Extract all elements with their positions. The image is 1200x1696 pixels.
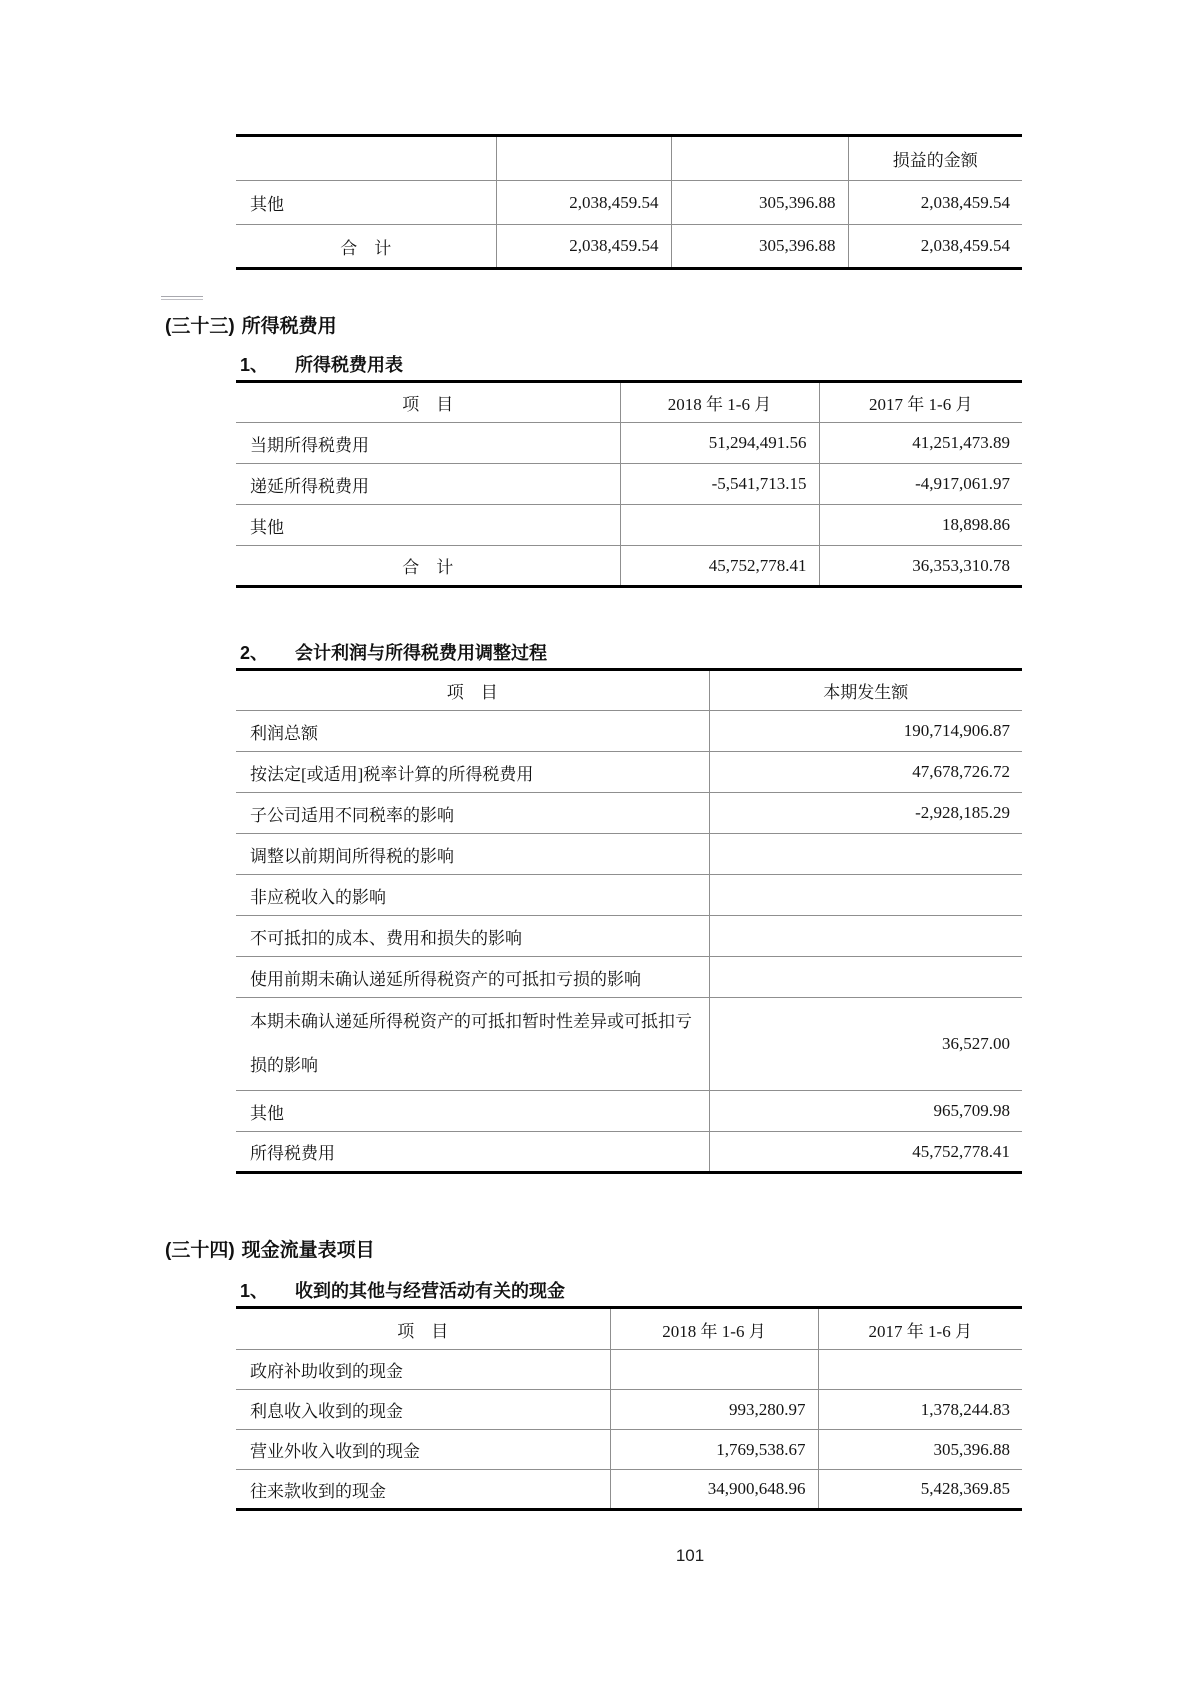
cell-value: 34,900,648.96: [610, 1470, 818, 1510]
table-row-deferred-tax: [236, 464, 1022, 505]
row-label: 当期所得税费用: [236, 423, 620, 464]
cell-value: 305,396.88: [671, 225, 848, 269]
cell-value: 18,898.86: [819, 505, 1022, 546]
header-cell-gains-amount: 损益的金额: [848, 136, 1022, 181]
cell-value: 2,038,459.54: [848, 225, 1022, 269]
cell-value: 965,709.98: [709, 1091, 1022, 1132]
header-cell-current-period: 本期发生额: [709, 670, 1022, 711]
row-label: 调整以前期间所得税的影响: [236, 834, 709, 875]
cell-value: 190,714,906.87: [709, 711, 1022, 752]
table-row-statutory-rate-tax: [236, 752, 1022, 793]
cell-value: [709, 916, 1022, 957]
header-cell-blank: [496, 136, 671, 181]
cell-value: 2,038,459.54: [496, 181, 671, 225]
header-cell-2017: 2017 年 1-6 月: [819, 382, 1022, 423]
header-cell-2018: 2018 年 1-6 月: [620, 382, 819, 423]
cell-value: 5,428,369.85: [818, 1470, 1022, 1510]
section-title: 现金流量表项目: [241, 1240, 375, 1261]
tax-adjustment-table: [236, 668, 1022, 1174]
row-label: 其他: [236, 181, 496, 225]
subheading-title: 会计利润与所得税费用调整过程: [295, 643, 547, 663]
table-row-total: [236, 225, 1022, 269]
header-cell-2017: 2017 年 1-6 月: [818, 1308, 1022, 1350]
table-row-current-tax: [236, 423, 1022, 464]
table-row-prior-period-adjustment: [236, 834, 1022, 875]
row-label: 其他: [236, 505, 620, 546]
row-label: 所得税费用: [236, 1132, 709, 1173]
row-label: 非应税收入的影响: [236, 875, 709, 916]
header-cell-blank: [671, 136, 848, 181]
section-number: (三十三): [165, 316, 235, 337]
header-cell-item: 项 目: [402, 395, 454, 414]
table-row-nontaxable-income: [236, 875, 1022, 916]
income-tax-expense-table: [236, 380, 1022, 588]
subheading-title: 收到的其他与经营活动有关的现金: [295, 1281, 565, 1301]
page-number: 101: [675, 1546, 705, 1565]
cell-value: 47,678,726.72: [709, 752, 1022, 793]
subheading-income-tax-table: [240, 352, 1200, 378]
row-label: 本期未确认递延所得税资产的可抵扣暂时性差异或可抵扣亏损的影响: [236, 998, 709, 1091]
other-operating-cash-table: [236, 1306, 1022, 1511]
subheading-adjustment-process: [240, 640, 1200, 666]
header-cell-2018: 2018 年 1-6 月: [610, 1308, 818, 1350]
table-row-interest-income: [236, 1390, 1022, 1430]
subheading-title: 所得税费用表: [295, 355, 403, 375]
table-row-current-unrecognized-differences: [236, 998, 1022, 1091]
cell-value: [709, 957, 1022, 998]
table-row-other: [236, 505, 1022, 546]
cell-value: [818, 1350, 1022, 1390]
row-label: 利息收入收到的现金: [236, 1390, 610, 1430]
section-title: 所得税费用: [241, 316, 337, 337]
section-number: (三十四): [165, 1240, 235, 1261]
cell-value: 36,527.00: [709, 998, 1022, 1091]
cell-value: 2,038,459.54: [496, 225, 671, 269]
cell-value: 51,294,491.56: [620, 423, 819, 464]
cell-value: 1,378,244.83: [818, 1390, 1022, 1430]
section-heading-33: [165, 314, 1200, 340]
cell-value: 45,752,778.41: [620, 546, 819, 587]
margin-dash-mark: [161, 296, 203, 300]
header-cell-item: 项 目: [446, 683, 498, 702]
cell-value: 45,752,778.41: [709, 1132, 1022, 1173]
cell-value: 305,396.88: [671, 181, 848, 225]
cell-value: 36,353,310.78: [819, 546, 1022, 587]
gains-losses-table: [236, 134, 1022, 270]
cell-value: -2,928,185.29: [709, 793, 1022, 834]
cell-value: -5,541,713.15: [620, 464, 819, 505]
row-label: 利润总额: [236, 711, 709, 752]
row-label: 递延所得税费用: [236, 464, 620, 505]
table-row-other: [236, 1091, 1022, 1132]
table-row-intercompany-transactions: [236, 1470, 1022, 1510]
section-heading-34: [165, 1238, 1200, 1264]
row-label-total: 合 计: [236, 546, 620, 587]
table-row-income-tax-expense: [236, 1132, 1022, 1173]
row-label: 不可抵扣的成本、费用和损失的影响: [236, 916, 709, 957]
table-row-total: [236, 546, 1022, 587]
row-label: 子公司适用不同税率的影响: [236, 793, 709, 834]
table-header-row: [236, 1308, 1022, 1350]
header-cell-item: 项 目: [397, 1321, 449, 1341]
cell-value: [610, 1350, 818, 1390]
subheading-other-cash-received: [240, 1278, 1200, 1304]
table-row-nonoperating-income: [236, 1430, 1022, 1470]
table-header-row: [236, 136, 1022, 181]
header-cell-blank: [236, 136, 496, 181]
subheading-number: 2、: [240, 643, 269, 663]
cell-value: -4,917,061.97: [819, 464, 1022, 505]
subheading-number: 1、: [240, 1281, 269, 1301]
row-label: 使用前期未确认递延所得税资产的可抵扣亏损的影响: [236, 957, 709, 998]
subheading-number: 1、: [240, 355, 269, 375]
page-content: [0, 134, 1200, 1511]
table-row-other: [236, 181, 1022, 225]
cell-value: 41,251,473.89: [819, 423, 1022, 464]
table-header-row: [236, 670, 1022, 711]
cell-value: 305,396.88: [818, 1430, 1022, 1470]
table-row-nondeductible-items: [236, 916, 1022, 957]
row-label: 其他: [236, 1091, 709, 1132]
cell-value: 993,280.97: [610, 1390, 818, 1430]
row-label: 营业外收入收到的现金: [236, 1430, 610, 1470]
row-label: 按法定[或适用]税率计算的所得税费用: [236, 752, 709, 793]
table-row-total-profit: [236, 711, 1022, 752]
row-label-total: 合 计: [236, 225, 496, 269]
cell-value: 1,769,538.67: [610, 1430, 818, 1470]
table-row-subsidiary-rate-effect: [236, 793, 1022, 834]
cell-value: [709, 834, 1022, 875]
table-header-row: [236, 382, 1022, 423]
row-label: 政府补助收到的现金: [236, 1350, 610, 1390]
table-row-prior-unrecognized-losses: [236, 957, 1022, 998]
row-label: 往来款收到的现金: [236, 1470, 610, 1510]
cell-value: [709, 875, 1022, 916]
cell-value: 2,038,459.54: [848, 181, 1022, 225]
cell-value: [620, 505, 819, 546]
table-row-government-subsidy: [236, 1350, 1022, 1390]
